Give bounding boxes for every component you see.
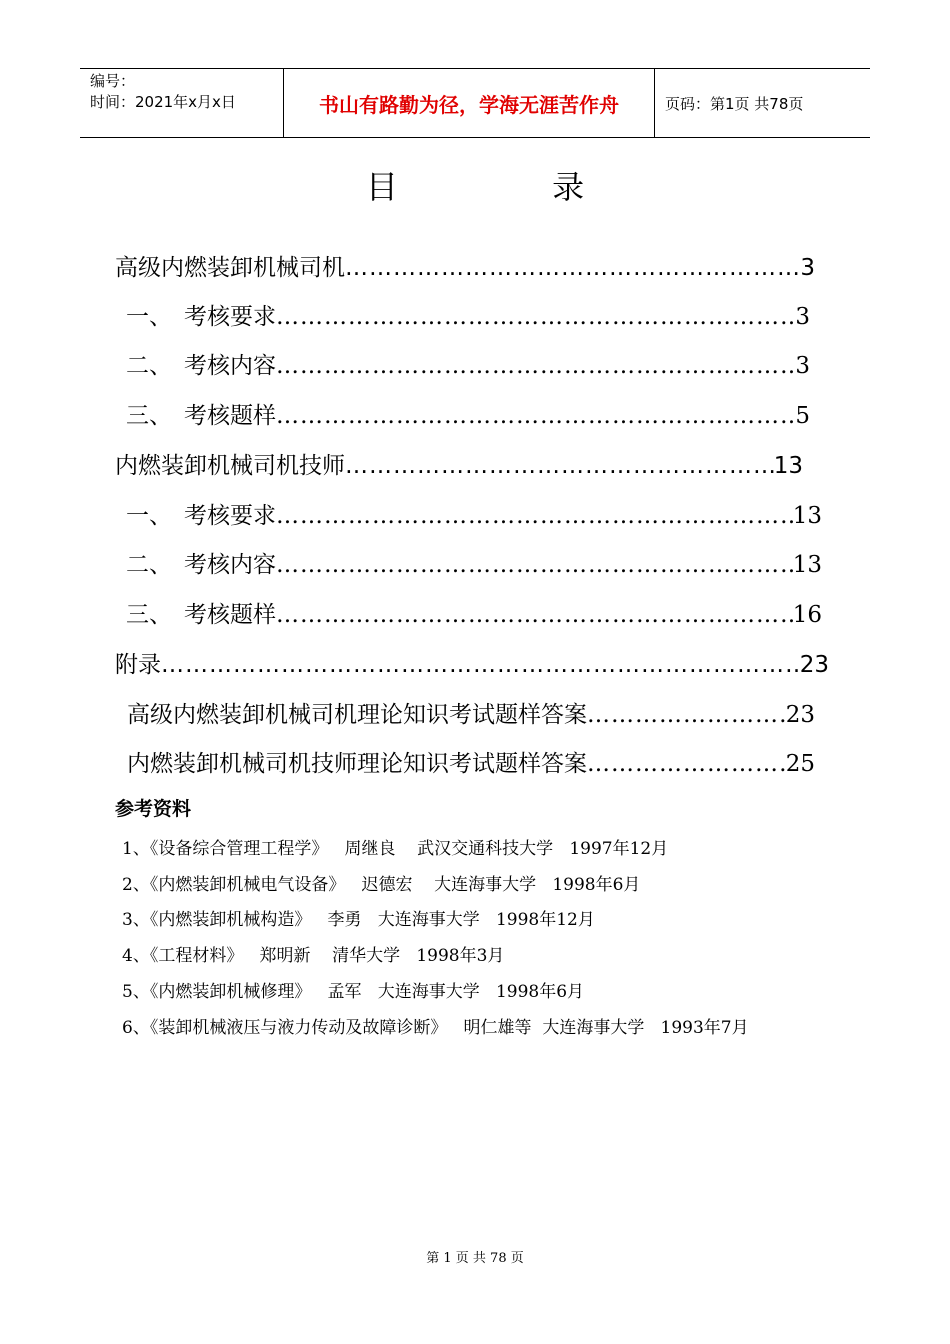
- reference-item: 5、《内燃装卸机械修理》 孟军 大连海事大学 1998年6月: [122, 982, 585, 1002]
- toc-leader: [276, 403, 795, 429]
- header-page-info: 页码：第1页 共78页: [665, 94, 804, 113]
- page-footer: 第 1 页 共 78 页: [426, 1251, 524, 1266]
- toc-entry-label: 内燃装卸机械司机技师理论知识考试题样答案: [127, 751, 587, 777]
- toc-entry-label: 考核题样: [184, 602, 276, 628]
- toc-entry-label: 高级内燃装卸机械司机: [115, 255, 345, 281]
- toc-entry-page: 23: [785, 702, 815, 728]
- toc-entry[interactable]: [127, 696, 815, 729]
- toc-entry-number: 三、: [126, 403, 172, 429]
- reference-item: 6、《装卸机械液压与液力传动及故障诊断》 明仁雄等 大连海事大学 1993年7月: [122, 1018, 749, 1038]
- toc-entry-label: 考核要求: [184, 503, 276, 529]
- header-meta: [80, 69, 283, 137]
- toc-entry-label: 考核内容: [184, 552, 276, 578]
- toc-entry[interactable]: [126, 497, 822, 530]
- toc-entry[interactable]: [115, 249, 815, 282]
- toc-entry-number: 二、: [126, 353, 172, 379]
- toc-leader: [587, 751, 786, 777]
- toc-entry[interactable]: [126, 546, 822, 579]
- toc-entry-label: 考核题样: [184, 403, 276, 429]
- page-header: [80, 68, 870, 138]
- reference-item: 2、《内燃装卸机械电气设备》 迟德宏 大连海事大学 1998年6月: [122, 875, 641, 895]
- toc-entry-page: 23: [799, 652, 829, 678]
- reference-item: 3、《内燃装卸机械构造》 李勇 大连海事大学 1998年12月: [122, 910, 595, 930]
- header-motto: 书山有路勤为径，学海无涯苦作舟: [283, 69, 655, 137]
- toc-entry-number: 三、: [126, 602, 172, 628]
- toc-entry[interactable]: [115, 646, 829, 679]
- toc-entry-number: 二、: [126, 552, 172, 578]
- toc-leader: [276, 353, 795, 379]
- toc-leader: [276, 552, 793, 578]
- toc-entry-label: 附录: [115, 652, 161, 678]
- toc-leader: [345, 255, 800, 281]
- toc-entry-page: 13: [792, 552, 822, 578]
- toc-entry-number: 一、: [126, 304, 172, 330]
- toc-leader: [276, 503, 793, 529]
- toc-leader: [161, 652, 800, 678]
- toc-entry-page: 5: [795, 403, 810, 429]
- toc-entry-page: 13: [773, 453, 803, 479]
- toc-entry-label: 高级内燃装卸机械司机理论知识考试题样答案: [127, 702, 587, 728]
- toc-entry-label: 内燃装卸机械司机技师: [115, 453, 345, 479]
- toc-entry[interactable]: [127, 745, 815, 778]
- toc-entry-page: 25: [785, 751, 815, 777]
- toc-entry[interactable]: [126, 298, 810, 331]
- reference-item: 1、《设备综合管理工程学》 周继良 武汉交通科技大学 1997年12月: [122, 839, 669, 859]
- toc-leader: [276, 304, 795, 330]
- toc-entry-page: 3: [800, 255, 815, 281]
- toc-entry-page: 3: [795, 353, 810, 379]
- reference-item: 4、《工程材料》 郑明新 清华大学 1998年3月: [122, 946, 505, 966]
- toc-entry-page: 3: [795, 304, 810, 330]
- toc-entry-number: 一、: [126, 503, 172, 529]
- toc-leader: [587, 702, 786, 728]
- toc-entry[interactable]: [115, 447, 803, 480]
- references-title: 参考资料: [115, 798, 192, 820]
- toc-entry-label: 考核要求: [184, 304, 276, 330]
- toc-entry-page: 16: [792, 602, 822, 628]
- toc-entry[interactable]: [126, 397, 810, 430]
- toc-leader: [345, 453, 774, 479]
- toc-entry-label: 考核内容: [184, 353, 276, 379]
- toc-entry[interactable]: [126, 596, 822, 629]
- toc-entry[interactable]: [126, 347, 810, 380]
- toc-title: 目 录: [365, 168, 657, 206]
- document-date: 时间：2021年x月x日: [90, 93, 236, 111]
- toc-leader: [276, 602, 793, 628]
- document-number: 编号：: [90, 72, 136, 90]
- toc-entry-page: 13: [792, 503, 822, 529]
